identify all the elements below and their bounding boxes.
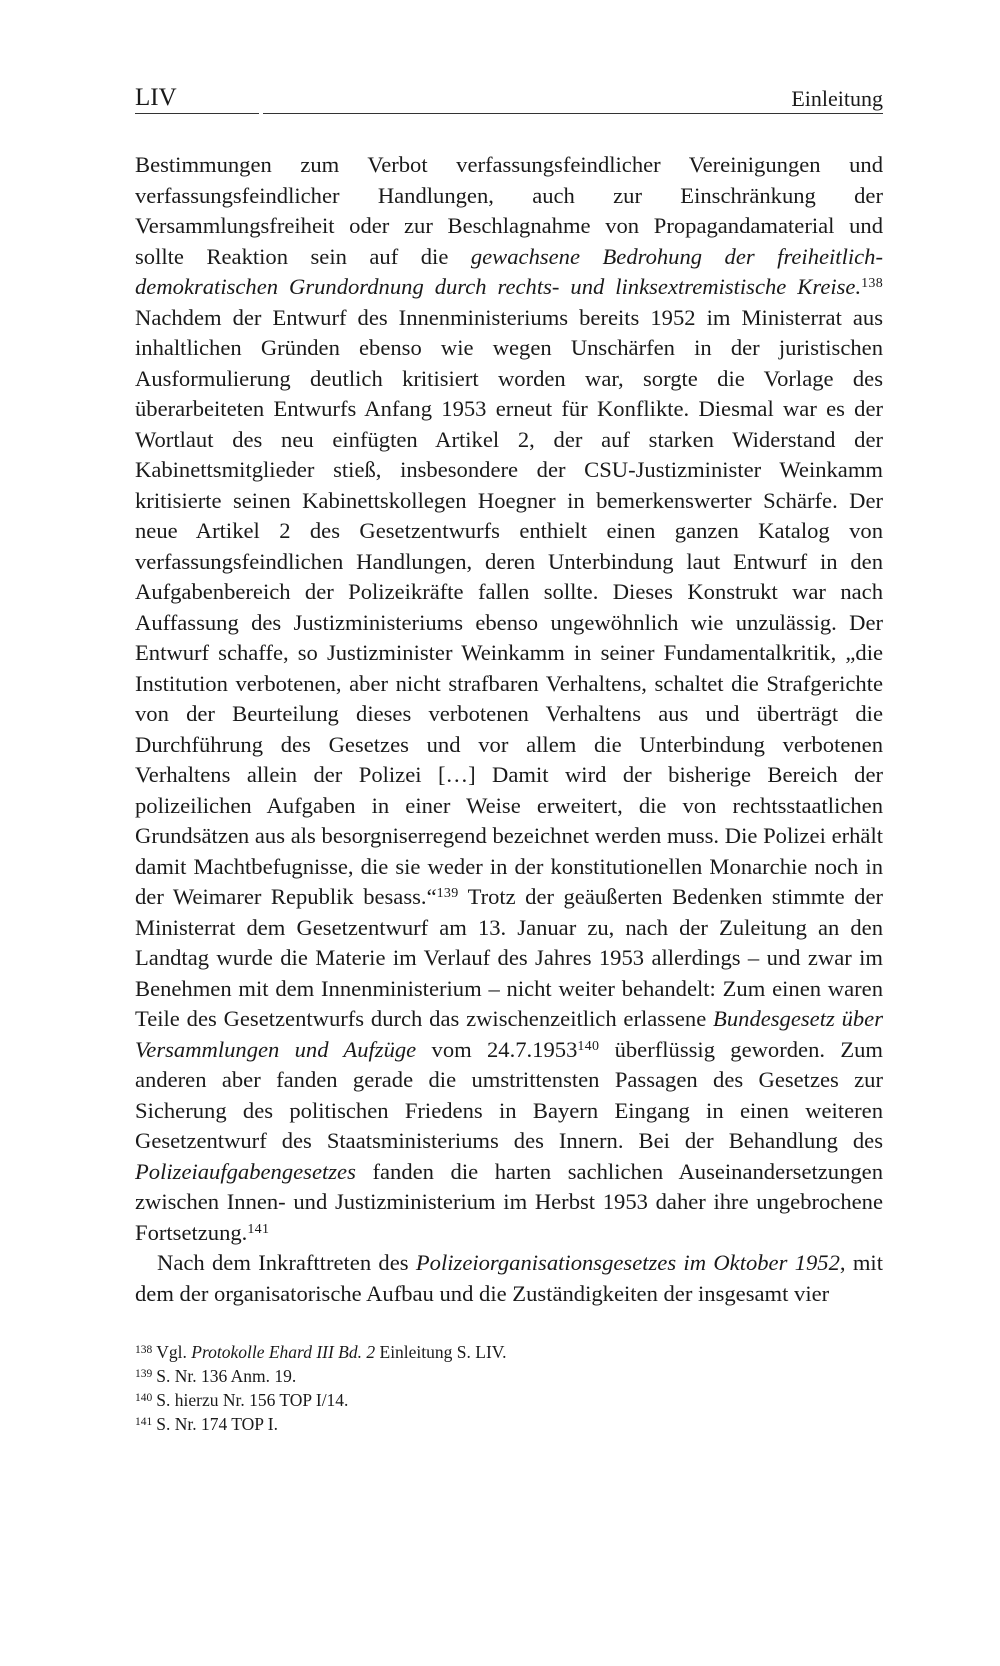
footnote-ref-139[interactable]: 139: [436, 886, 459, 901]
footnote-ref-140[interactable]: 140: [577, 1038, 600, 1054]
footnote-number: 140: [135, 1392, 153, 1404]
footnote-text-after: Einleitung S. LIV.: [375, 1342, 507, 1362]
paragraph-1-text-1: Bestimmungen zum Verbot verfassungsfeindlicher Vereinigungen und verfassungsfeindlicher Handlungen, auch zur Einschränkung der Versammlungsfreiheit oder zur Beschlagnahme von Propagandamaterial und sollte Reaktion sein auf die: [135, 152, 883, 269]
footnote-text: S. Nr. 174 TOP I.: [156, 1414, 278, 1434]
paragraph-2-text-1: Nach dem Inkrafttreten des: [157, 1250, 416, 1275]
paragraph-1-italic-3: Polizeiaufgabengesetzes: [135, 1158, 356, 1184]
paragraph-2-text-2: , mit dem der organisatorische Aufbau und die Zuständigkeiten der insgesamt vier: [135, 1250, 883, 1306]
footnote-number: 138: [135, 1344, 153, 1356]
paragraph-1-text-4: vom 24.7.1953: [416, 1036, 578, 1062]
footnote-139: [135, 1364, 883, 1388]
footnote-italic: Protokolle Ehard III Bd. 2: [191, 1342, 376, 1362]
footnote-number: 141: [135, 1416, 153, 1428]
running-header: [135, 80, 883, 114]
paragraph-1: [135, 150, 883, 1248]
paragraph-2-italic-1: Polizeiorganisationsgesetzes im Oktober 1952: [415, 1250, 840, 1275]
footnote-text: S. Nr. 136 Anm. 19.: [156, 1366, 297, 1386]
section-title: Einleitung: [791, 86, 883, 111]
paragraph-1-text-3: Trotz der geäußerten Bedenken stimmte der Ministerrat dem Gesetzentwurf am 13. Januar zu, nach der Zuleitung an den Landtag wurde die Materie im Verlauf des Jahres 1953 allerdings – und zwar im Benehmen mit dem Innenministerium – nicht weiter behandelt: Zum einen waren Teile des Gesetzentwurfs durch das zwischenzeitlich erlassene: [135, 884, 883, 1031]
footnotes: [135, 1340, 883, 1436]
main-text: [135, 150, 883, 1309]
paragraph-1-italic-2: Bundesgesetz über Versammlungen und Aufzüge: [135, 1006, 883, 1062]
footnote-ref-141[interactable]: 141: [247, 1221, 270, 1237]
paragraph-1-text-6: fanden die harten sachlichen Auseinandersetzungen zwischen Innen- und Justizministerium im Herbst 1953 daher ihre ungebrochene Fortsetzung.: [135, 1158, 883, 1245]
header-rule-right: [263, 113, 883, 114]
footnote-number: 139: [135, 1368, 153, 1380]
paragraph-1-text-2: Nachdem der Entwurf des Innenministeriums bereits 1952 im Ministerrat aus inhaltlichen Gründen ebenso wie wegen Unschärfen in der juristischen Ausformulierung deutlich kritisiert worden war, sorgte die Vorlage des überarbeiteten Entwurfs Anfang 1953 erneut für Konflikte. Diesmal war es der Wortlaut des neu einfügten Artikel 2, der auf starken Widerstand der Kabinettsmitglieder stieß, insbesondere der CSU-Justizminister Weinkamm kritisierte seinen Kabinettskollegen Hoegner in bemerkenswerter Schärfe. Der neue Artikel 2 des Gesetzentwurfs enthielt einen ganzen Katalog von verfassungsfeindlichen Handlungen, deren Unterbindung laut Entwurf in den Aufgabenbereich der Polizeikräfte fallen sollte. Dieses Konstrukt war nach Auffassung des Justizministeriums ebenso ungewöhnlich wie unzulässig. Der Entwurf schaffe, so Justizminister Weinkamm in seiner Fundamentalkritik, „die Institution verbotenen, aber nicht strafbaren Verhaltens, schaltet die Strafgerichte von der Beurteilung dieses verbotenen Verhaltens aus und überträgt die Durchführung des Gesetzes und vor allem die Unterbindung verbotenen Verhaltens allein der Polizei […] Damit wird der bisherige Bereich der polizeilichen Aufgaben in einer Weise erweitert, die von rechtsstaatlichen Grundsätzen aus als besorgniserregend bezeichnet werden muss. Die Polizei erhält damit Machtbefugnisse, die sie weder in der konstitutionellen Monarchie noch in der Weimarer Republik besass.“: [135, 304, 883, 909]
page-number: LIV: [135, 84, 177, 111]
paragraph-1-italic-1: gewachsene Bedrohung der freiheitlich-demokratischen Grundordnung durch rechts- und linksextremistische Kreise.: [135, 243, 883, 299]
paragraph-1-text-5: überflüssig geworden. Zum anderen aber fanden gerade die umstrittensten Passagen des Gesetzes zur Sicherung des politischen Friedens in Bayern Eingang in einen weiteren Gesetzentwurf des Staatsministeriums des Innern. Bei der Behandlung des: [135, 1036, 883, 1153]
footnote-140: [135, 1388, 883, 1412]
footnote-text: S. hierzu Nr. 156 TOP I/14.: [156, 1390, 349, 1410]
header-rule-left: [135, 113, 259, 114]
footnote-141: [135, 1412, 883, 1436]
footnote-ref-138[interactable]: 138: [861, 276, 883, 291]
footnote-138: [135, 1340, 883, 1364]
paragraph-2: [135, 1248, 883, 1309]
footnote-text: Vgl.: [156, 1342, 192, 1362]
